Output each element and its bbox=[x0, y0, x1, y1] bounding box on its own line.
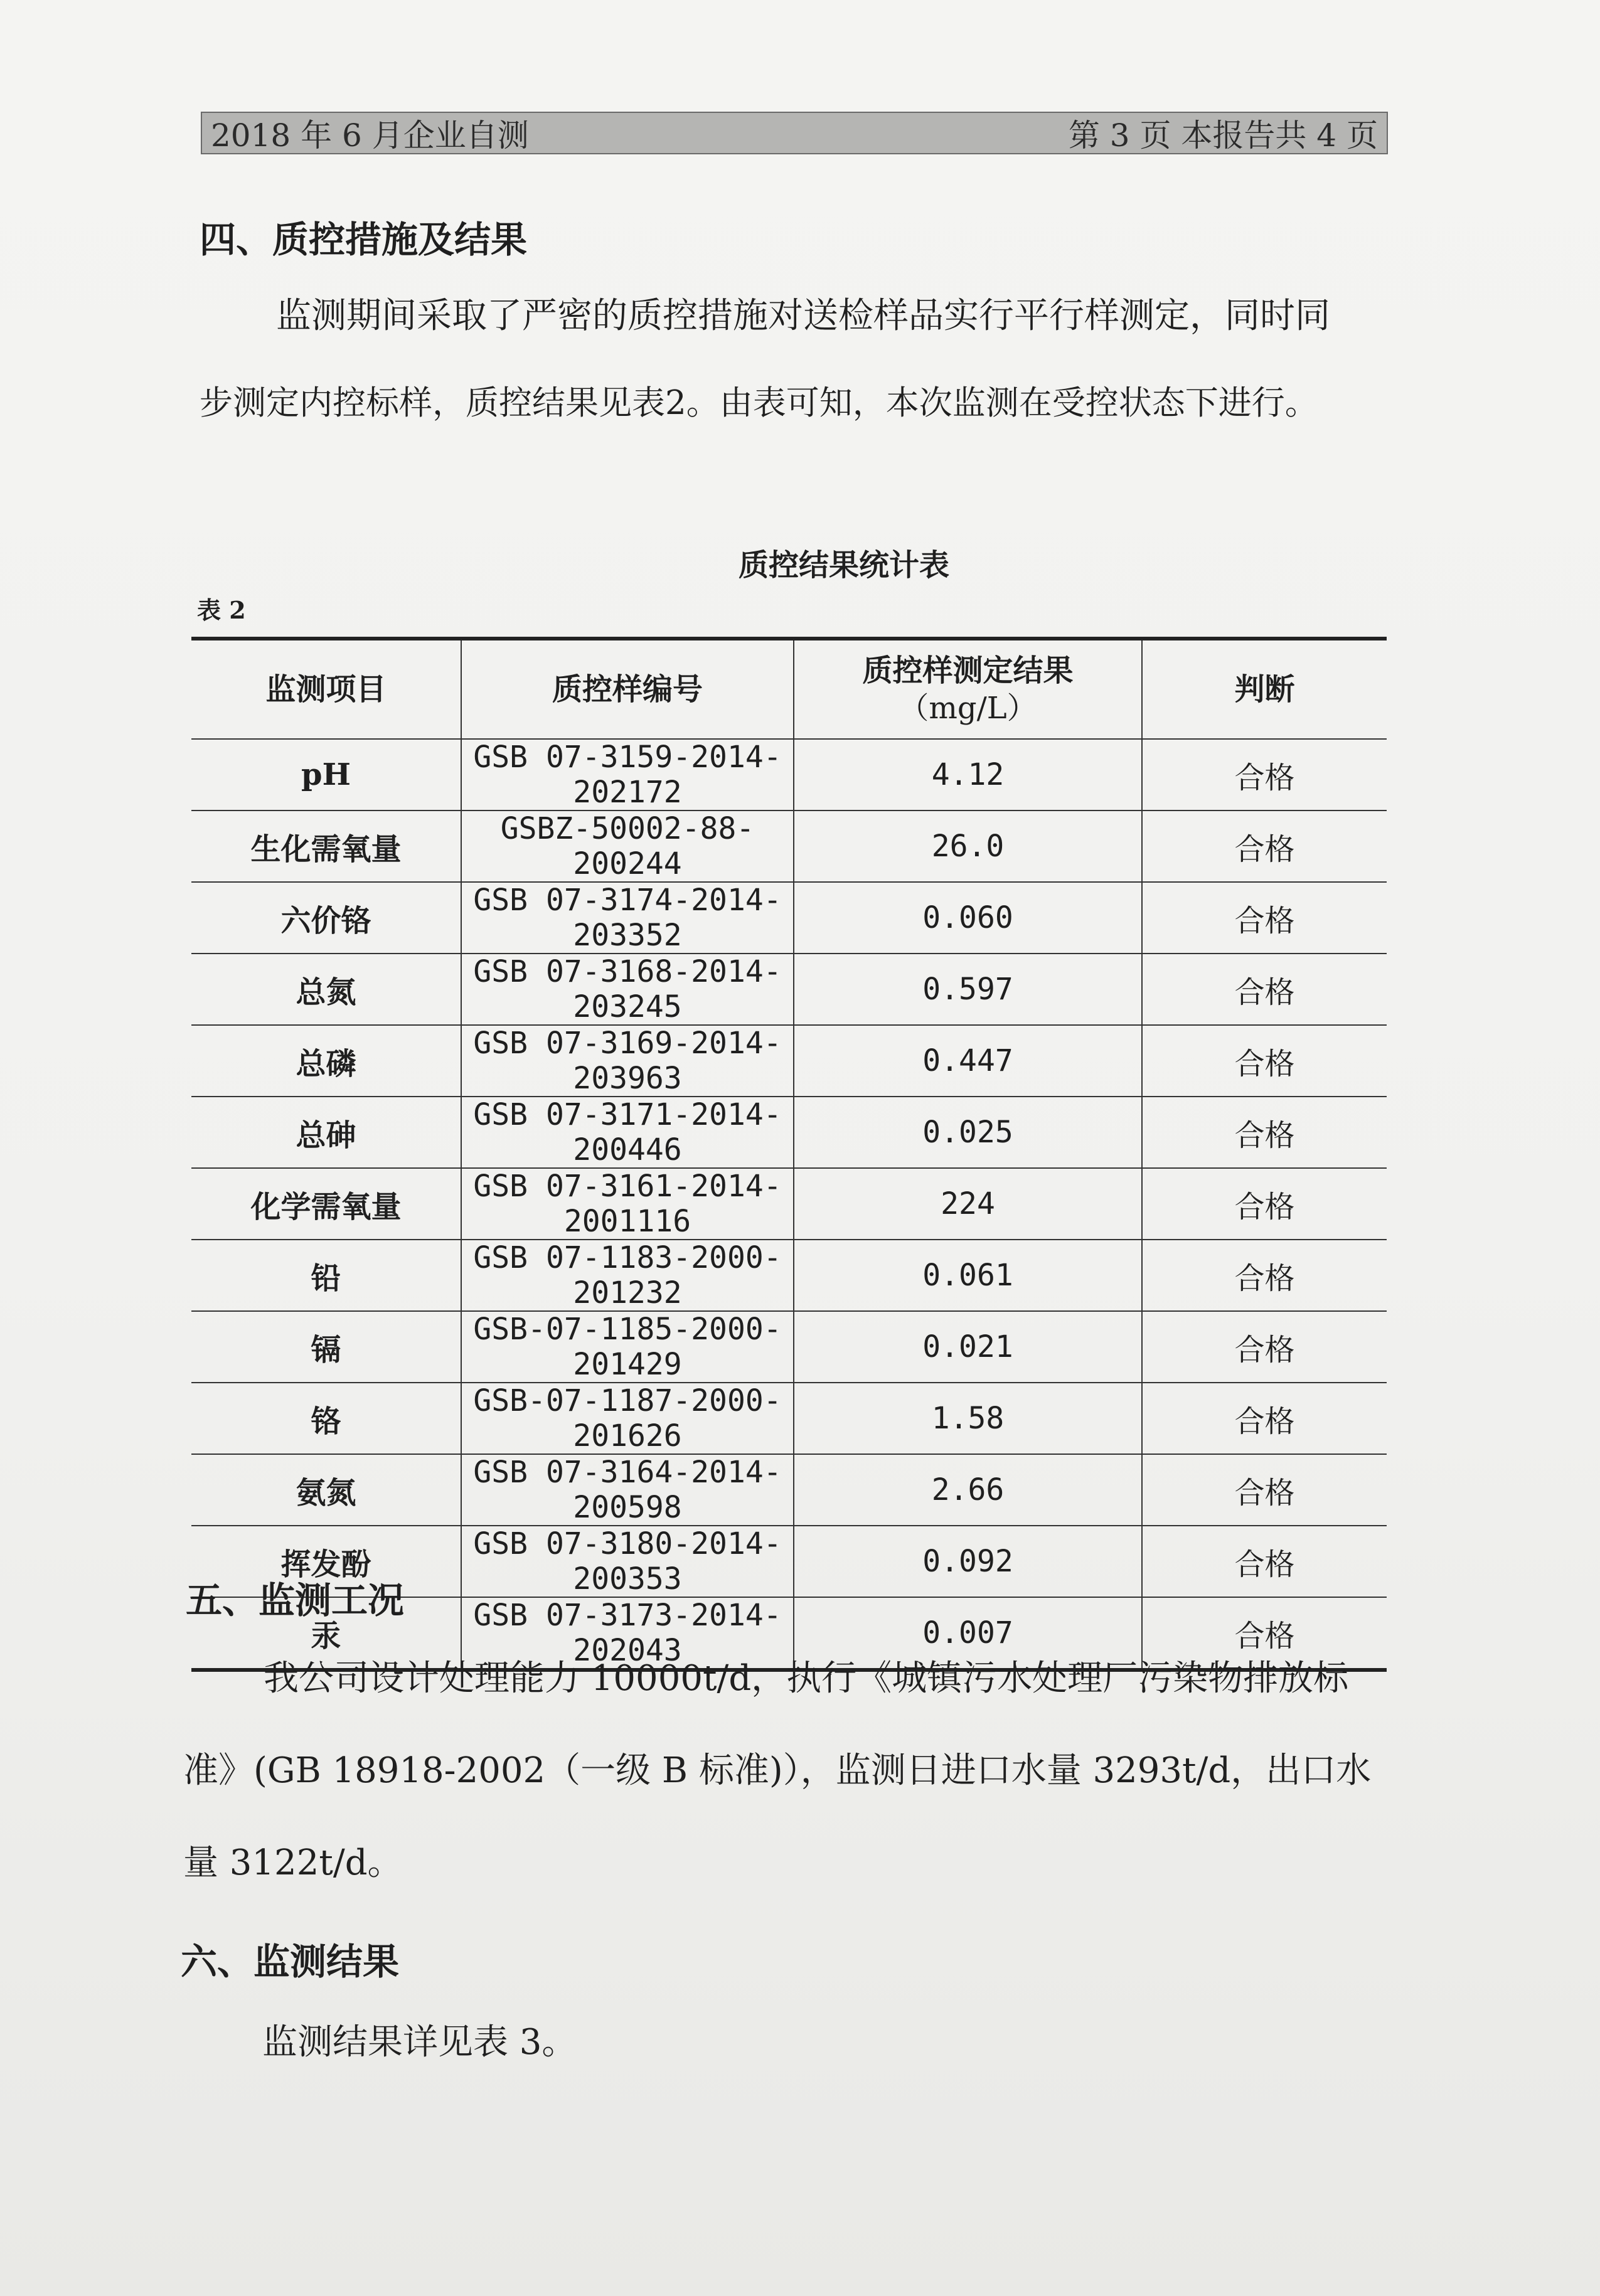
cell-judgment: 合格 bbox=[1142, 1526, 1387, 1597]
cell-judgment: 合格 bbox=[1142, 739, 1387, 811]
cell-result: 0.021 bbox=[794, 1311, 1142, 1383]
cell-result: 1.58 bbox=[794, 1383, 1142, 1454]
cell-item: 总磷 bbox=[191, 1025, 461, 1097]
cell-item: 总氮 bbox=[191, 954, 461, 1025]
table-label: 表 2 bbox=[197, 596, 246, 624]
cell-result: 0.060 bbox=[794, 882, 1142, 954]
cell-item: pH bbox=[191, 739, 461, 811]
cell-code: GSB 07-3161-2014-2001116 bbox=[461, 1168, 794, 1240]
cell-result: 224 bbox=[794, 1168, 1142, 1240]
table-row bbox=[191, 811, 1387, 882]
cell-item: 镉 bbox=[191, 1311, 461, 1383]
header-page-number: 第 3 页 本报告共 4 页 bbox=[1068, 117, 1378, 154]
header-qc-result-label: 质控样测定结果 bbox=[862, 653, 1074, 688]
cell-item: 总砷 bbox=[191, 1097, 461, 1168]
cell-judgment: 合格 bbox=[1142, 954, 1387, 1025]
cell-code: GSB 07-3168-2014-203245 bbox=[461, 954, 794, 1025]
section-5-heading: 五、监测工况 bbox=[186, 1579, 405, 1622]
table-row bbox=[191, 1454, 1387, 1526]
cell-code: GSB 07-3164-2014-200598 bbox=[461, 1454, 794, 1526]
table-row bbox=[191, 1025, 1387, 1097]
table-title: 质控结果统计表 bbox=[738, 548, 949, 583]
header-monitoring-item: 监测项目 bbox=[191, 639, 461, 739]
table-row bbox=[191, 739, 1387, 811]
section-5-paragraph-line-3: 量 3122t/d。 bbox=[183, 1842, 403, 1883]
table-row bbox=[191, 954, 1387, 1025]
cell-code: GSB 07-1183-2000-201232 bbox=[461, 1240, 794, 1311]
cell-item: 六价铬 bbox=[191, 882, 461, 954]
cell-code: GSBZ-50002-88-200244 bbox=[461, 811, 794, 882]
cell-result: 0.061 bbox=[794, 1240, 1142, 1311]
section-6-paragraph-line-1: 监测结果详见表 3。 bbox=[262, 2022, 577, 2063]
cell-item: 生化需氧量 bbox=[191, 811, 461, 882]
cell-judgment: 合格 bbox=[1142, 1025, 1387, 1097]
cell-judgment: 合格 bbox=[1142, 1383, 1387, 1454]
cell-item: 汞 bbox=[191, 1597, 461, 1670]
section-4-paragraph-line-1: 监测期间采取了严密的质控措施对送检样品实行平行样测定，同时同 bbox=[276, 295, 1330, 336]
table-row bbox=[191, 1240, 1387, 1311]
section-4-paragraph-line-2: 步测定内控标样，质控结果见表2。由表可知，本次监测在受控状态下进行。 bbox=[200, 384, 1318, 422]
header-qc-result bbox=[794, 639, 1142, 739]
cell-code: GSB 07-3171-2014-200446 bbox=[461, 1097, 794, 1168]
cell-item: 铅 bbox=[191, 1240, 461, 1311]
header-qc-result-unit: （mg/L） bbox=[899, 691, 1037, 726]
cell-result: 26.0 bbox=[794, 811, 1142, 882]
cell-code: GSB 07-3174-2014-203352 bbox=[461, 882, 794, 954]
cell-item: 铬 bbox=[191, 1383, 461, 1454]
table-row bbox=[191, 1168, 1387, 1240]
table-row bbox=[191, 1097, 1387, 1168]
cell-result: 0.597 bbox=[794, 954, 1142, 1025]
cell-code: GSB 07-3173-2014-202043 bbox=[461, 1597, 794, 1670]
table-header-row bbox=[191, 639, 1387, 739]
cell-judgment: 合格 bbox=[1142, 1240, 1387, 1311]
cell-judgment: 合格 bbox=[1142, 1097, 1387, 1168]
table-row bbox=[191, 1383, 1387, 1454]
cell-result: 4.12 bbox=[794, 739, 1142, 811]
section-5-paragraph-line-2: 准》(GB 18918-2002（一级 B 标准)），监测日进口水量 3293t/d，出口水 bbox=[183, 1750, 1372, 1791]
cell-result: 2.66 bbox=[794, 1454, 1142, 1526]
cell-item: 挥发酚 bbox=[191, 1526, 461, 1597]
cell-item: 化学需氧量 bbox=[191, 1168, 461, 1240]
header-report-date: 2018 年 6 月企业自测 bbox=[211, 117, 529, 154]
cell-code: GSB 07-3180-2014-200353 bbox=[461, 1526, 794, 1597]
cell-judgment: 合格 bbox=[1142, 1168, 1387, 1240]
cell-result: 0.025 bbox=[794, 1097, 1142, 1168]
cell-judgment: 合格 bbox=[1142, 1454, 1387, 1526]
cell-result: 0.092 bbox=[794, 1526, 1142, 1597]
section-6-heading: 六、监测结果 bbox=[181, 1940, 400, 1983]
cell-result: 0.007 bbox=[794, 1597, 1142, 1670]
page-header bbox=[201, 112, 1388, 154]
cell-judgment: 合格 bbox=[1142, 1597, 1387, 1670]
cell-judgment: 合格 bbox=[1142, 811, 1387, 882]
header-judgment: 判断 bbox=[1142, 639, 1387, 739]
table-row bbox=[191, 882, 1387, 954]
cell-code: GSB-07-1185-2000-201429 bbox=[461, 1311, 794, 1383]
qc-results-table bbox=[191, 637, 1387, 1672]
header-qc-sample-code: 质控样编号 bbox=[461, 639, 794, 739]
cell-judgment: 合格 bbox=[1142, 882, 1387, 954]
cell-code: GSB-07-1187-2000-201626 bbox=[461, 1383, 794, 1454]
table-row bbox=[191, 1311, 1387, 1383]
cell-code: GSB 07-3169-2014-203963 bbox=[461, 1025, 794, 1097]
cell-item: 氨氮 bbox=[191, 1454, 461, 1526]
cell-code: GSB 07-3159-2014-202172 bbox=[461, 739, 794, 811]
section-4-heading: 四、质控措施及结果 bbox=[200, 218, 528, 261]
section-5-paragraph-line-1: 我公司设计处理能力 10000t/d，执行《城镇污水处理厂污染物排放标 bbox=[264, 1658, 1349, 1699]
cell-result: 0.447 bbox=[794, 1025, 1142, 1097]
cell-judgment: 合格 bbox=[1142, 1311, 1387, 1383]
